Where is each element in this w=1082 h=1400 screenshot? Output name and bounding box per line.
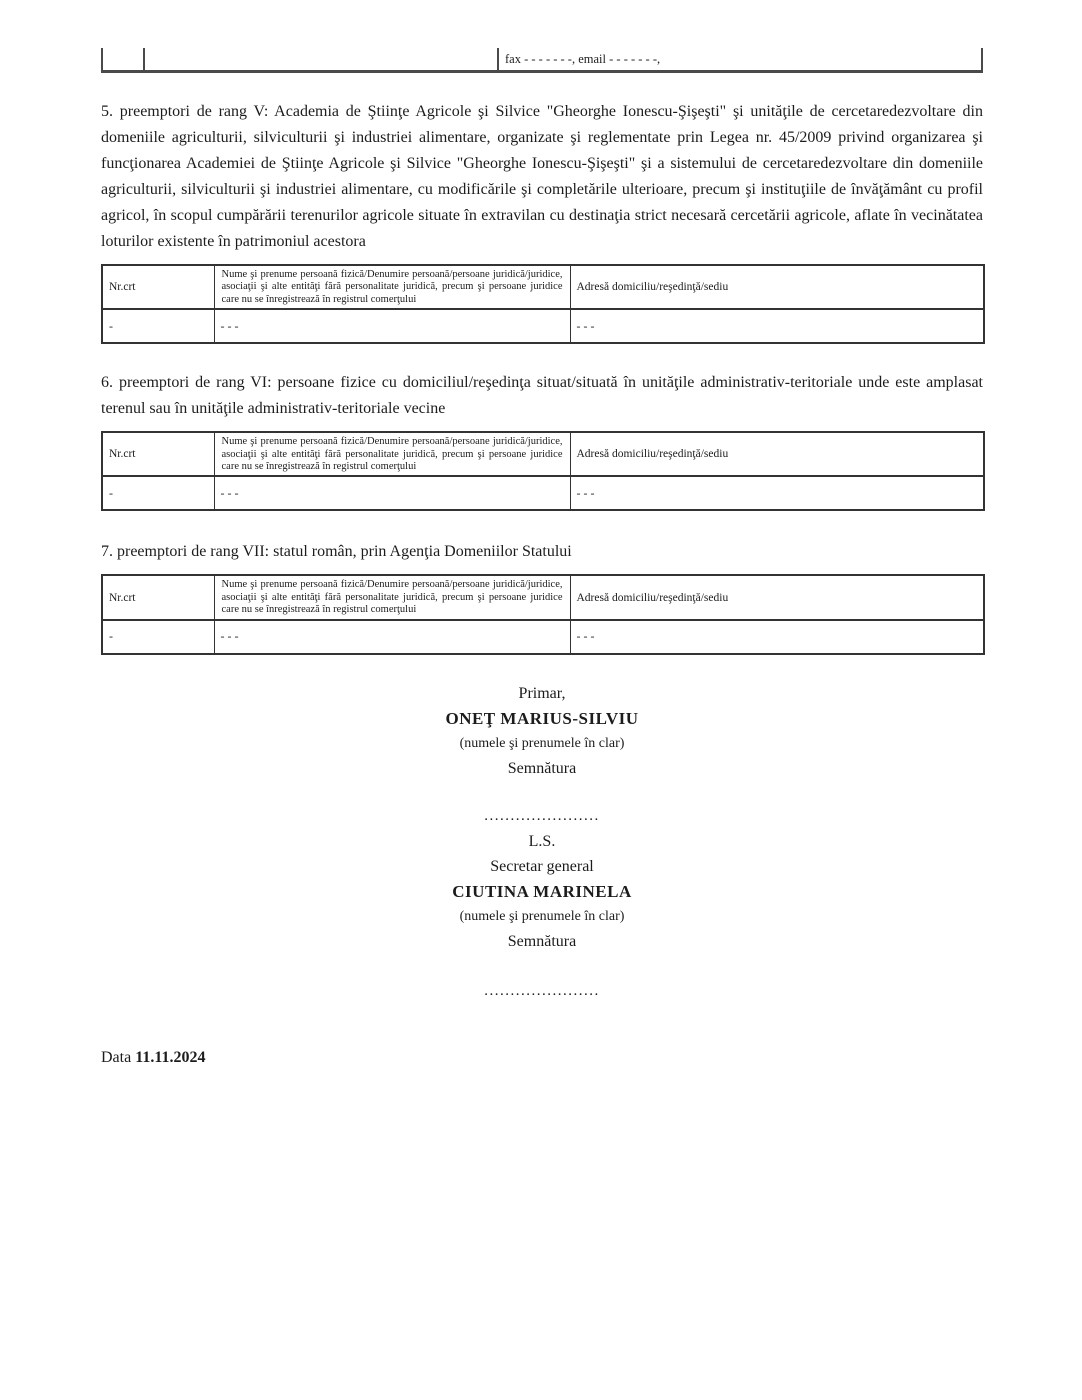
section-5-paragraph: 5. preemptori de rang V: Academia de Ştiinţe Agricole şi Silvice "Gheorghe Ionescu-Şişeşti" şi unităţile de cercetaredezvoltare din domeniile agriculturii, silviculturii şi industriei alimentare, organizate şi reglementate prin Legea nr. 45/2009 privind organizarea şi funcţionarea Academiei de Ştiinţe Agricole şi Silvice "Gheorghe Ionescu-Şişeşti" şi a sistemului de cercetaredezvoltare din domeniile agriculturii, silviculturii şi industriei alimentare, cu modificările şi completările ulterioare, precum şi instituţiile de învăţământ cu profil agricol, în scopul cumpărării terenurilor agricole situate în extravilan cu destinaţia strict necesară cercetării agricole, aflate în vecinătatea loturilor existente în patrimoniul acestora — [101, 103, 983, 250]
table-header-row — [102, 265, 984, 309]
header-nr-crt: Nr.crt — [102, 432, 214, 476]
secretar-signature-dots: ...................... — [484, 982, 600, 999]
header-nr-crt: Nr.crt — [102, 265, 214, 309]
secretar-note: (numele şi prenumele în clar) — [459, 908, 625, 924]
primar-signature-label: Semnătura — [507, 759, 577, 777]
preemptor-table-rang-6 — [101, 431, 985, 511]
table-header-row — [102, 432, 984, 476]
header-nr-crt: Nr.crt — [102, 575, 214, 619]
secretar-signature-label: Semnătura — [507, 932, 577, 950]
date-label: Data — [101, 1048, 132, 1066]
cell-nume: - - - — [214, 620, 570, 654]
cell-nr: - — [102, 309, 214, 343]
continuation-table-row — [101, 48, 983, 73]
table-row — [102, 309, 984, 343]
section-6-paragraph: 6. preemptori de rang VI: persoane fizice cu domiciliul/reşedinţa situat/situată în unităţile administrativ-teritoriale unde este amplasat terenul sau în unităţile administrativ-teritoriale vecine — [101, 374, 983, 418]
table-header-row — [102, 575, 984, 619]
document-page — [101, 0, 983, 1067]
preemptor-table-rang-7 — [101, 574, 985, 654]
continuation-cell-nr — [101, 48, 143, 73]
secretar-title: Secretar general — [490, 857, 594, 875]
continuation-cell-name — [143, 48, 497, 73]
header-nume-prenume: Nume şi prenume persoană fizică/Denumire persoană/persoane juridică/juridice, asociaţii şi alte entităţi fără personalitate juridică, precum şi persoane juridice care nu se înregistrează în registrul comerţului — [214, 575, 570, 619]
table-row — [102, 476, 984, 510]
header-adresa: Adresă domiciliu/reşedinţă/sediu — [570, 432, 984, 476]
date-line — [101, 1049, 983, 1067]
ls-seal-label: L.S. — [528, 832, 556, 850]
header-adresa: Adresă domiciliu/reşedinţă/sediu — [570, 265, 984, 309]
cell-adresa: - - - — [570, 620, 984, 654]
header-nume-prenume: Nume şi prenume persoană fizică/Denumire persoană/persoane juridică/juridice, asociaţii şi alte entităţi fără personalitate juridică, precum şi persoane juridice care nu se înregistrează în registrul comerţului — [214, 432, 570, 476]
primar-name: ONEŢ MARIUS-SILVIU — [445, 708, 639, 728]
cell-nr: - — [102, 476, 214, 510]
fax-email-cell: fax - - - - - - -, email - - - - - - -, — [497, 48, 983, 73]
cell-nume: - - - — [214, 309, 570, 343]
date-value: 11.11.2024 — [135, 1048, 206, 1066]
signature-block-primar — [101, 681, 983, 829]
primar-title: Primar, — [518, 684, 566, 702]
cell-adresa: - - - — [570, 309, 984, 343]
preemptor-table-rang-5 — [101, 264, 985, 344]
section-7-paragraph: 7. preemptori de rang VII: statul român, prin Agenţia Domeniilor Statului — [101, 543, 572, 561]
secretar-name: CIUTINA MARINELA — [452, 881, 632, 901]
table-row — [102, 620, 984, 654]
signature-block-secretar — [101, 829, 983, 1004]
header-adresa: Adresă domiciliu/reşedinţă/sediu — [570, 575, 984, 619]
cell-adresa: - - - — [570, 476, 984, 510]
cell-nr: - — [102, 620, 214, 654]
primar-signature-dots: ...................... — [484, 807, 600, 824]
primar-note: (numele şi prenumele în clar) — [459, 735, 625, 751]
header-nume-prenume: Nume şi prenume persoană fizică/Denumire persoană/persoane juridică/juridice, asociaţii şi alte entităţi fără personalitate juridică, precum şi persoane juridice care nu se înregistrează în registrul comerţului — [214, 265, 570, 309]
cell-nume: - - - — [214, 476, 570, 510]
